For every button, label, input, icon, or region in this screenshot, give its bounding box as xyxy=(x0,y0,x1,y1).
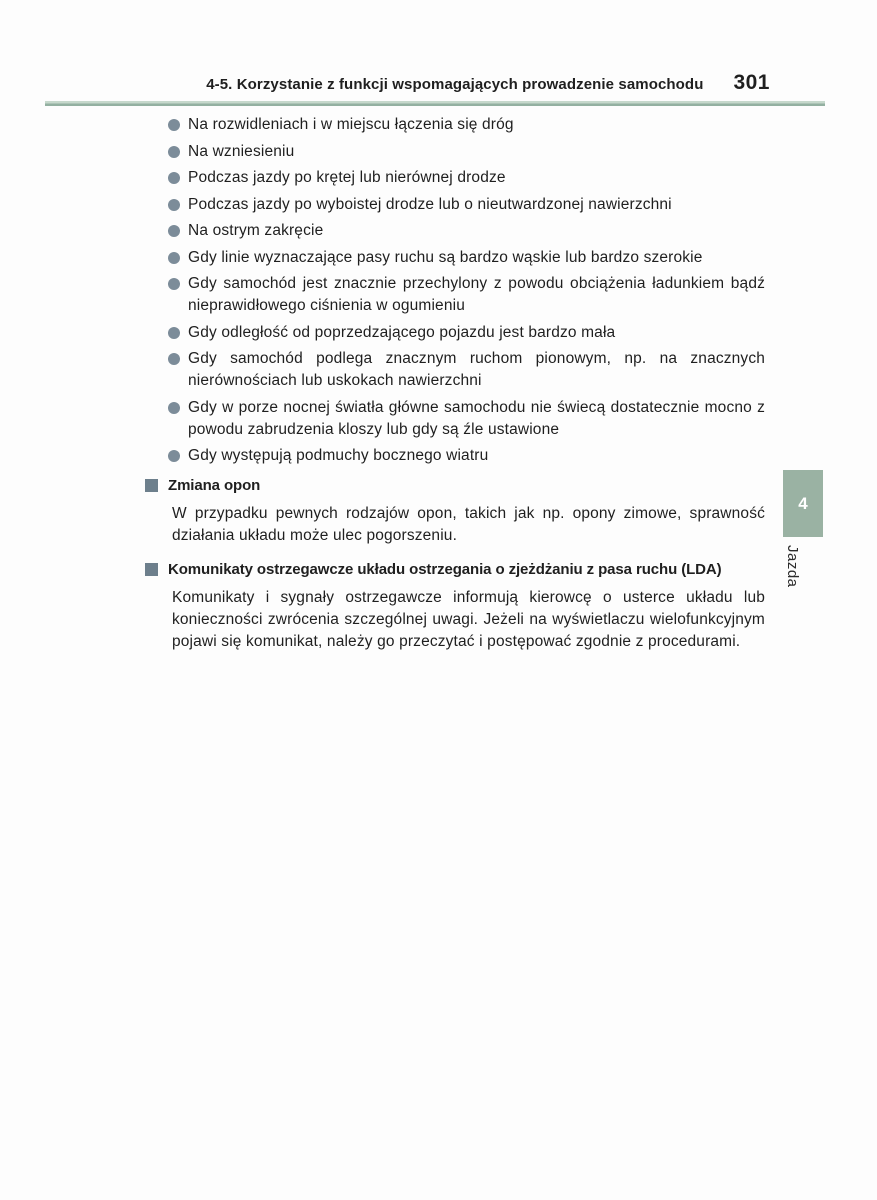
page-header xyxy=(45,71,770,95)
condition-bullet-list xyxy=(145,114,765,467)
bullet-dot-icon xyxy=(168,172,180,184)
header-rule xyxy=(45,101,825,106)
list-item xyxy=(145,397,765,441)
chapter-tab-label: Jazda xyxy=(784,545,801,588)
list-item xyxy=(145,247,765,269)
bullet-text: Gdy występują podmuchy bocznego wiatru xyxy=(188,447,489,464)
bullet-dot-icon xyxy=(168,327,180,339)
section-body-text: Komunikaty i sygnały ostrzegawcze informują kierowcę o usterce układu lub konieczności zwrócenia szczególnej uwagi. Jeżeli na wyświetlaczu wielofunkcyjnym pojawi się komunikat, należy go przeczytać i postępować zgodnie z procedurami. xyxy=(172,589,765,650)
bullet-dot-icon xyxy=(168,225,180,237)
page-number: 301 xyxy=(733,71,770,94)
bullet-dot-icon xyxy=(168,450,180,462)
list-item xyxy=(145,348,765,392)
bullet-text: Podczas jazdy po krętej lub nierównej drodze xyxy=(188,169,506,186)
bullet-text: Na wzniesieniu xyxy=(188,142,295,160)
square-bullet-icon xyxy=(145,563,158,576)
section-heading-text: Zmiana opon xyxy=(168,477,261,494)
bullet-dot-icon xyxy=(168,252,180,264)
section-heading-text: Komunikaty ostrzegawcze układu ostrzegania o zjeżdżaniu z pasa ruchu (LDA) xyxy=(168,561,722,578)
chapter-tab-number: 4 xyxy=(783,470,823,537)
bullet-text: Gdy samochód jest znacznie przechylony z powodu obciążenia ładunkiem bądź nieprawidłowego ciśnienia w ogumieniu xyxy=(188,275,765,314)
list-item xyxy=(145,220,765,242)
list-item xyxy=(145,194,765,216)
list-item xyxy=(145,114,765,136)
section-breadcrumb: 4-5. Korzystanie z funkcji wspomagających prowadzenie samochodu xyxy=(206,76,704,93)
square-bullet-icon xyxy=(145,479,158,492)
bullet-dot-icon xyxy=(168,353,180,365)
section-tire-change xyxy=(145,475,765,547)
bullet-dot-icon xyxy=(168,119,180,131)
page-content xyxy=(145,114,765,665)
bullet-dot-icon xyxy=(168,199,180,211)
bullet-text: Na rozwidleniach i w miejscu łączenia się dróg xyxy=(188,116,514,133)
section-body-text: W przypadku pewnych rodzajów opon, takich jak np. opony zimowe, sprawność działania układu może ulec pogorszeniu. xyxy=(172,505,765,544)
bullet-text: Gdy linie wyznaczające pasy ruchu są bardzo wąskie lub bardzo szerokie xyxy=(188,248,703,266)
bullet-text: Gdy samochód podlega znacznym ruchom pionowym, np. na znacznych nierównościach lub uskokach nawierzchni xyxy=(188,350,765,389)
section-lda-warnings xyxy=(145,559,765,653)
section-heading xyxy=(145,475,765,497)
bullet-text: Na ostrym zakręcie xyxy=(188,222,324,239)
bullet-dot-icon xyxy=(168,146,180,158)
bullet-text: Gdy w porze nocnej światła główne samochodu nie świecą dostatecznie mocno z powodu zabrudzenia kloszy lub gdy są źle ustawione xyxy=(188,398,765,438)
section-heading xyxy=(145,559,765,581)
list-item xyxy=(145,141,765,163)
bullet-text: Podczas jazdy po wyboistej drodze lub o nieutwardzonej nawierzchni xyxy=(188,195,672,213)
bullet-dot-icon xyxy=(168,402,180,414)
bullet-dot-icon xyxy=(168,278,180,290)
list-item xyxy=(145,167,765,189)
list-item xyxy=(145,445,765,467)
list-item xyxy=(145,273,765,317)
bullet-text: Gdy odległość od poprzedzającego pojazdu jest bardzo mała xyxy=(188,323,616,341)
list-item xyxy=(145,322,765,344)
chapter-tab xyxy=(783,470,823,588)
